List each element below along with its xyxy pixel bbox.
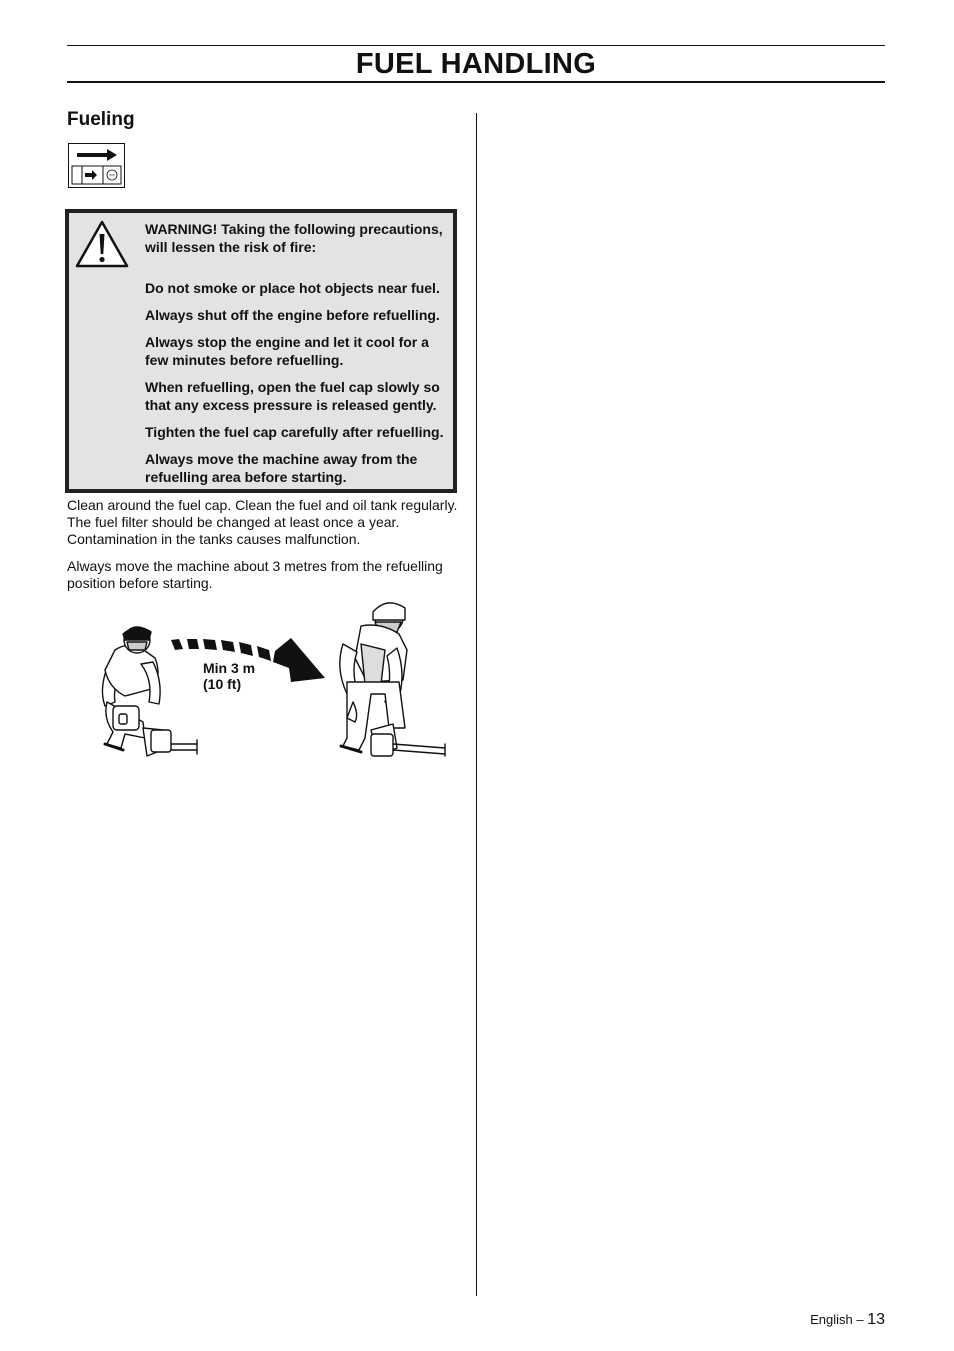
warning-item: Always shut off the engine before refuelling.	[145, 307, 440, 323]
warning-box	[65, 209, 457, 493]
page-footer	[810, 1311, 885, 1329]
standing-operator-figure	[340, 603, 445, 756]
page-title: FUEL HANDLING	[355, 48, 597, 80]
warning-lead: WARNING! Taking the following precautions, will lessen the risk of fire:	[145, 221, 443, 255]
page-number: 13	[867, 1311, 885, 1328]
warning-item: Tighten the fuel cap carefully after refuelling.	[145, 424, 444, 440]
refuelling-distance-illustration	[85, 598, 450, 760]
warning-item: Always move the machine away from the refuelling area before starting.	[145, 451, 418, 485]
warning-item: Always stop the engine and let it cool for a few minutes before refuelling.	[145, 334, 429, 368]
manual-reference-icon	[68, 143, 125, 188]
section-heading: Fueling	[67, 109, 135, 130]
header-rule-bottom	[67, 81, 885, 83]
warning-text	[145, 220, 455, 495]
footer-separator: –	[856, 1312, 864, 1327]
column-divider	[476, 113, 477, 1296]
body-paragraph: Always move the machine about 3 metres from the refuelling position before starting.	[67, 558, 443, 591]
kneeling-operator-figure	[102, 627, 197, 756]
distance-label-metric: Min 3 m	[203, 660, 256, 676]
body-paragraph: Clean around the fuel cap. Clean the fuel and oil tank regularly. The fuel filter should be changed at least once a year. Contamination in the tanks causes malfunction.	[67, 497, 458, 547]
footer-language: English	[810, 1312, 853, 1327]
warning-triangle-icon	[74, 219, 130, 269]
header-rule-top	[67, 45, 885, 46]
distance-label-imperial: (10 ft)	[203, 676, 242, 692]
warning-item: When refuelling, open the fuel cap slowly so that any excess pressure is released gently.	[145, 379, 440, 413]
warning-item: Do not smoke or place hot objects near fuel.	[145, 280, 440, 296]
